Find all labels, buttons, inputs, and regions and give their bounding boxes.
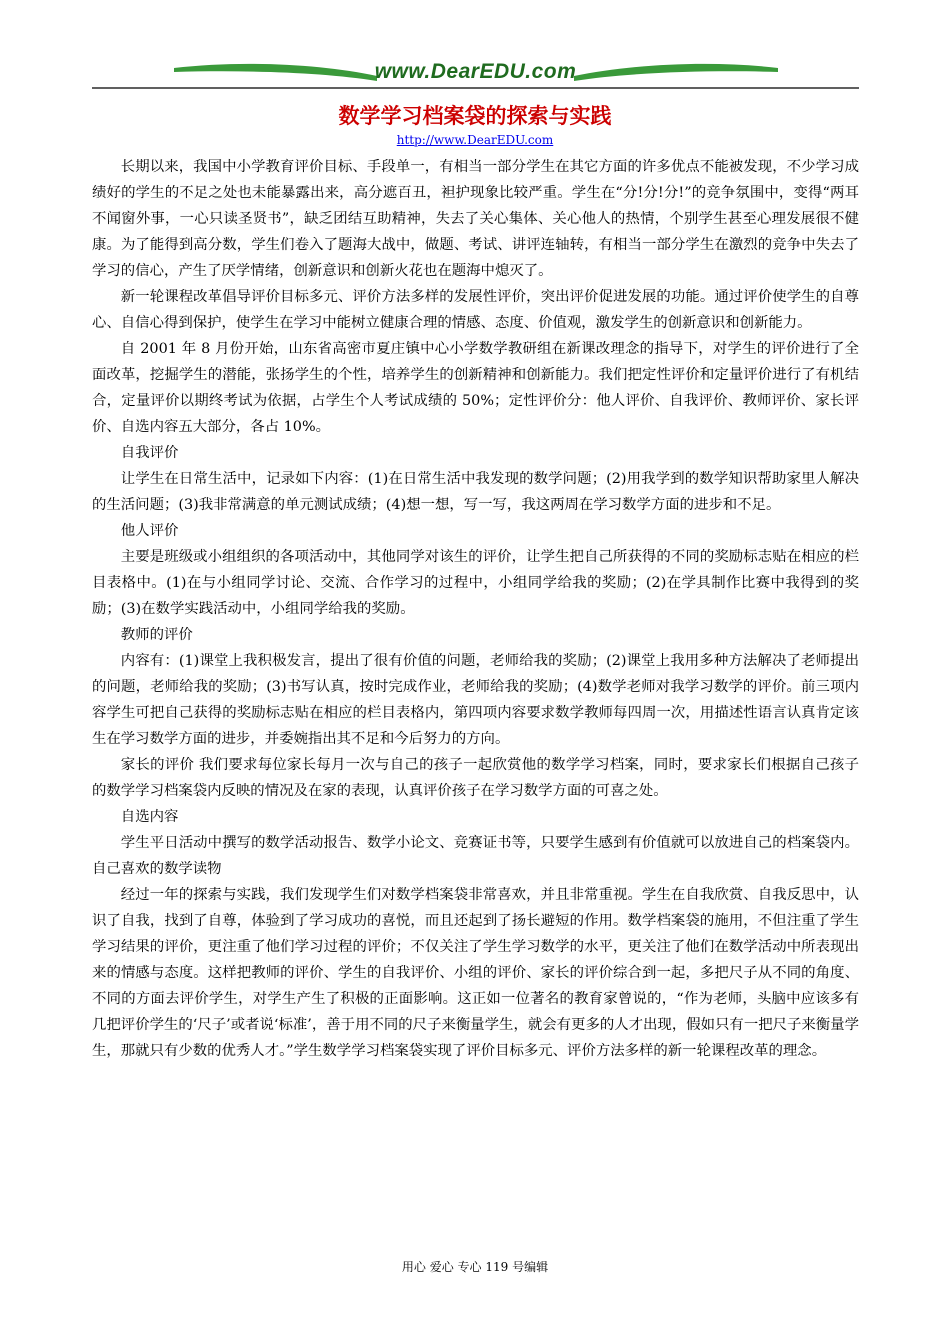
site-header	[92, 58, 859, 92]
section-heading-self-evaluation: 自我评价	[120, 445, 179, 461]
section-heading-peer-evaluation: 他人评价	[120, 523, 179, 539]
paragraph-teacher-evaluation: 内容有：(1)课堂上我积极发言，提出了很有价值的问题，老师给我的奖励；(2)课堂上我用多种方法解决了老师提出的问题，老师给我的奖励；(3)书写认真，按时完成作业，老师给我的奖励；(4)数学老师对我学习数学的评价。前三项内容学生可把自己获得的奖励标志贴在相应的栏目表格内，第四项内容要求数学教师每四周一次，用描述性语言认真肯定该生在学习数学方面的进步，并委婉指出其不足和今后努力的方向。	[92, 653, 859, 747]
site-link[interactable]: http://www.DearEDU.com	[396, 133, 554, 147]
page-title: 数学学习档案袋的探索与实践	[338, 104, 612, 128]
paragraph-conclusion: 经过一年的探索与实践，我们发现学生们对数学档案袋非常喜欢，并且非常重视。学生在自我欣赏、自我反思中，认识了自我，找到了自尊，体验到了学习成功的喜悦，而且还起到了扬长避短的作用。数学档案袋的施用，不但注重了学生学习结果的评价，更注重了他们学习过程的评价；不仅关注了学生学习数学的水平，更关注了他们在数学活动中所表现出来的情感与态度。这样把教师的评价、学生的自我评价、小组的评价、家长的评价综合到一起，多把尺子从不同的角度、不同的方面去评价学生，对学生产生了积极的正面影响。这正如一位著名的教育家曾说的，“作为老师，头脑中应该多有几把评价学生的‘尺子’或者说‘标准’，善于用不同的尺子来衡量学生，就会有更多的人才出现，假如只有一把尺子来衡量学生，那就只有少数的优秀人才。”学生数学学习档案袋实现了评价目标多元、评价方法多样的新一轮课程改革的理念。	[92, 887, 859, 1059]
paragraph-parent-evaluation: 家长的评价 我们要求每位家长每月一次与自己的孩子一起欣赏他的数学学习档案，同时，要求家长们根据自己孩子的数学学习档案袋内反映的情况及在家的表现，认真评价孩子在学习数学方面的可喜之处。	[92, 757, 859, 799]
paragraph-reform: 新一轮课程改革倡导评价目标多元、评价方法多样的发展性评价，突出评价促进发展的功能。通过评价使学生的自尊心、自信心得到保护，使学生在学习中能树立健康合理的情感、态度、价值观，激发学生的创新意识和创新能力。	[92, 289, 859, 331]
paragraph-optional-content: 学生平日活动中撰写的数学活动报告、数学小论文、竞赛证书等，只要学生感到有价值就可以放进自己的档案袋内。自己喜欢的数学读物	[92, 835, 859, 877]
paragraph-intro: 长期以来，我国中小学教育评价目标、手段单一，有相当一部分学生在其它方面的许多优点不能被发现，不少学习成绩好的学生的不足之处也未能暴露出来，高分遮百丑，袒护现象比较严重。学生在“分!分!分!”的竞争氛围中，变得“两耳不闻窗外事，一心只读圣贤书”，缺乏团结互助精神，失去了关心集体、关心他人的热情，个别学生甚至心理发展很不健康。为了能得到高分数，学生们卷入了题海大战中，做题、考试、讲评连轴转，有相当一部分学生在激烈的竞争中失去了学习的信心，产生了厌学情绪，创新意识和创新火花也在题海中熄灭了。	[92, 159, 859, 279]
page-footer: 用心 爱心 专心 119 号编辑	[401, 1260, 549, 1274]
section-heading-teacher-evaluation: 教师的评价	[120, 627, 193, 643]
paragraph-practice: 自 2001 年 8 月份开始，山东省高密市夏庄镇中心小学数学教研组在新课改理念的指导下，对学生的评价进行了全面改革，挖掘学生的潜能，张扬学生的个性，培养学生的创新精神和创新能力。我们把定性评价和定量评价进行了有机结合，定量评价以期终考试为依据，占学生个人考试成绩的 50%；定性评价分：他人评价、自我评价、教师评价、家长评价、自选内容五大部分，各占 10%。	[92, 341, 859, 435]
paragraph-self-evaluation: 让学生在日常生活中，记录如下内容：(1)在日常生活中我发现的数学问题；(2)用我学到的数学知识帮助家里人解决的生活问题；(3)我非常满意的单元测试成绩；(4)想一想，写一写，我这两周在学习数学方面的进步和不足。	[92, 471, 859, 513]
site-logo-text: www.DearEDU.com	[374, 60, 577, 83]
article-body	[92, 154, 859, 1064]
paragraph-peer-evaluation: 主要是班级或小组组织的各项活动中，其他同学对该生的评价，让学生把自己所获得的不同的奖励标志贴在相应的栏目表格中。(1)在与小组同学讨论、交流、合作学习的过程中，小组同学给我的奖励；(2)在学具制作比赛中我得到的奖励；(3)在数学实践活动中，小组同学给我的奖励。	[92, 549, 859, 617]
section-heading-optional-content: 自选内容	[120, 809, 179, 825]
